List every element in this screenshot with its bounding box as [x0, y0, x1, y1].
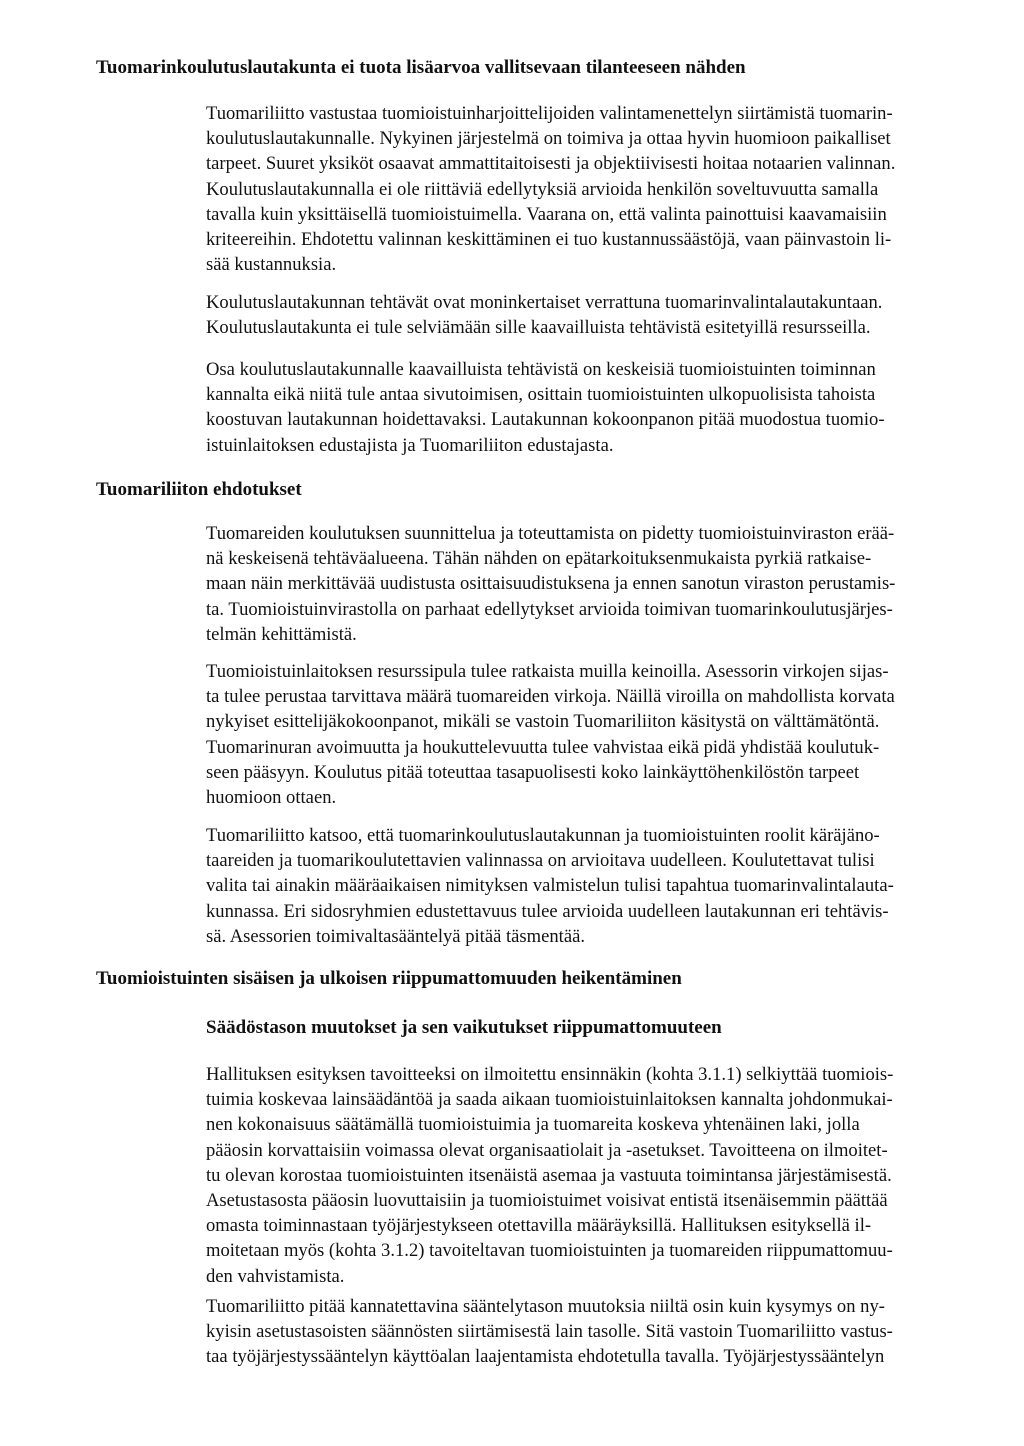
text-line: istuinlaitoksen edustajista ja Tuomariliiton edustajasta.: [206, 434, 614, 456]
text-line: kriteereihin. Ehdotettu valinnan keskittäminen ei tuo kustannussäästöjä, vaan päinvastoin li-: [206, 229, 892, 251]
text-line: Koulutuslautakunnan tehtävät ovat moninkertaiset verrattuna tuomarinvalintalautakuntaan.: [206, 292, 883, 313]
text-line: nen kokonaisuus säätämällä tuomioistuimia ja tuomareita koskeva yhtenäinen laki, jolla: [206, 1114, 860, 1136]
text-line: tavalla kuin yksittäisellä tuomioistuimella. Vaarana on, että valinta painottuisi kaavamaisiin: [206, 203, 887, 225]
text-line: seen pääsyyn. Koulutus pitää toteuttaa tasapuolisesti koko lainkäyttöhenkilöstön tarpeet: [206, 761, 860, 783]
text-line: Tuomioistuinlaitoksen resurssipula tulee ratkaista muilla keinoilla. Asessorin virkojen sijas-: [206, 661, 889, 682]
text-line: Tuomariliitto pitää kannatettavina sääntelytason muutoksia niiltä osin kuin kysymys on ny-: [206, 1296, 885, 1317]
text-line: omasta toiminnastaan työjärjestykseen otettavilla määräyksillä. Hallituksen esityksellä il-: [206, 1215, 872, 1237]
text-line: Koulutuslautakunnalla ei ole riittäviä edellytyksiä arvioida henkilön soveltuvuutta samalla: [206, 178, 879, 200]
text-line: sä. Asessorien toimivaltasääntelyä pitää täsmentää.: [206, 925, 585, 947]
text-line: kunnassa. Eri sidosryhmien edustettavuus tulee arvioida uudelleen lautakunnan eri tehtävis-: [206, 900, 889, 922]
text-line: Tuomareiden koulutuksen suunnittelua ja toteuttamista on pidetty tuomioistuinviraston erää-: [206, 523, 895, 544]
paragraph-training-planning: [206, 521, 966, 647]
text-line: koulutuslautakunnalle. Nykyinen järjestelmä on toimiva ja ottaa hyvin huomioon paikalliset: [206, 128, 891, 150]
text-line: Tuomarinuran avoimuutta ja houkuttelevuutta tulee vahvistaa eikä pidä yhdistää koulutuk-: [206, 736, 880, 758]
text-line: Koulutuslautakunta ei tule selviämään sille kaavailluista tehtävistä esitetyillä resursseilla.: [206, 317, 871, 339]
text-line: Tuomariliitto katsoo, että tuomarinkoulutuslautakunnan ja tuomioistuinten roolit käräjäno-: [206, 825, 880, 846]
section-heading-training-board: Tuomarinkoulutuslautakunta ei tuota lisäarvoa vallitsevaan tilanteeseen nähden: [96, 57, 746, 78]
section-heading-independence: Tuomioistuinten sisäisen ja ulkoisen riippumattomuuden heikentäminen: [96, 968, 682, 989]
text-line: tuimia koskevaa lainsäädäntöä ja saada aikaan tuomioistuinlaitoksen kannalta johdonmukai-: [206, 1089, 893, 1111]
text-line: moitetaan myös (kohta 3.1.2) tavoiteltavan tuomioistuinten ja tuomareiden riippumattomuu-: [206, 1240, 893, 1262]
text-line: taa työjärjestyssääntelyn käyttöalan laajentamista ehdotetulla tavalla. Työjärjestyssääntelyn: [206, 1346, 885, 1368]
text-line: nykyiset esittelijäkokoonpanot, mikäli se vastoin Tuomariliiton käsitystä on välttämätöntä.: [206, 711, 880, 733]
paragraph-government-proposal: [206, 1062, 966, 1289]
subsection-heading-regulation-level: Säädöstason muutokset ja sen vaikutukset riippumattomuuteen: [206, 1017, 722, 1038]
text-line: tu olevan korostaa tuomioistuinten itsenäistä asemaa ja vastuuta toimintansa järjestämisestä.: [206, 1164, 892, 1186]
text-line: ta. Tuomioistuinvirastolla on parhaat edellytykset arvioida toimivan tuomarinkoulutusjärjes-: [206, 598, 893, 620]
section-heading-proposals: Tuomariliiton ehdotukset: [96, 479, 302, 500]
text-line: nä keskeisenä tehtäväalueena. Tähän nähden on epätarkoituksenmukaista pyrkiä ratkaise-: [206, 548, 872, 570]
text-line: Osa koulutuslautakunnalle kaavailluista tehtävistä on keskeisiä tuomioistuinten toiminnan: [206, 359, 876, 380]
text-line: ta tulee perustaa tarvittava määrä tuomareiden virkoja. Näillä viroilla on mahdollista korvata: [206, 686, 895, 708]
text-line: kyisin asetustasoisten säännösten siirtämisestä lain tasolle. Sitä vastoin Tuomariliitto vastus-: [206, 1321, 893, 1343]
paragraph-board-composition: [206, 357, 966, 458]
text-line: sää kustannuksia.: [206, 254, 337, 276]
text-line: Tuomariliitto vastustaa tuomioistuinharjoittelijoiden valintamenettelyn siirtämistä tuomarin-: [206, 103, 893, 124]
text-line: Asetustasosta pääosin luovuttaisiin ja tuomioistuimet voisivat entistä itsenäisemmin päättää: [206, 1190, 888, 1212]
text-line: tarpeet. Suuret yksiköt osaavat ammattitaitoisesti ja objektiivisesti hoitaa notaarien valinnan.: [206, 153, 896, 175]
text-line: kannalta eikä niitä tule antaa sivutoimisen, osittain tuomioistuinten ulkopuolisista tahoista: [206, 384, 876, 406]
text-line: pääosin korvattaisiin voimassa olevat organisaatiolait ja -asetukset. Tavoitteena on ilmoitet-: [206, 1139, 888, 1161]
text-line: valita tai ainakin määräaikaisen nimityksen valmistelun tulisi tapahtua tuomarinvalintalauta-: [206, 875, 894, 897]
text-line: koostuvan lautakunnan hoidettavaksi. Lautakunnan kokoonpanon pitää muodostua tuomio-: [206, 409, 885, 431]
paragraph-regulation-support: [206, 1294, 966, 1370]
paragraph-roles-reassessment: [206, 823, 966, 949]
paragraph-board-tasks: [206, 290, 966, 340]
text-line: huomioon ottaen.: [206, 787, 337, 809]
text-line: telmän kehittämistä.: [206, 623, 357, 645]
paragraph-notary-selection: [206, 101, 966, 277]
text-line: den vahvistamista.: [206, 1265, 345, 1287]
paragraph-resource-shortage: [206, 659, 966, 810]
text-line: taareiden ja tuomarikoulutettavien valinnassa on arvioitava uudelleen. Koulutettavat tulisi: [206, 850, 875, 872]
text-line: maan näin merkittävää uudistusta osittaisuudistuksena ja ennen sanotun viraston perustamis-: [206, 573, 896, 595]
text-line: Hallituksen esityksen tavoitteeksi on ilmoitettu ensinnäkin (kohta 3.1.1) selkiyttää tuomiois-: [206, 1064, 894, 1085]
